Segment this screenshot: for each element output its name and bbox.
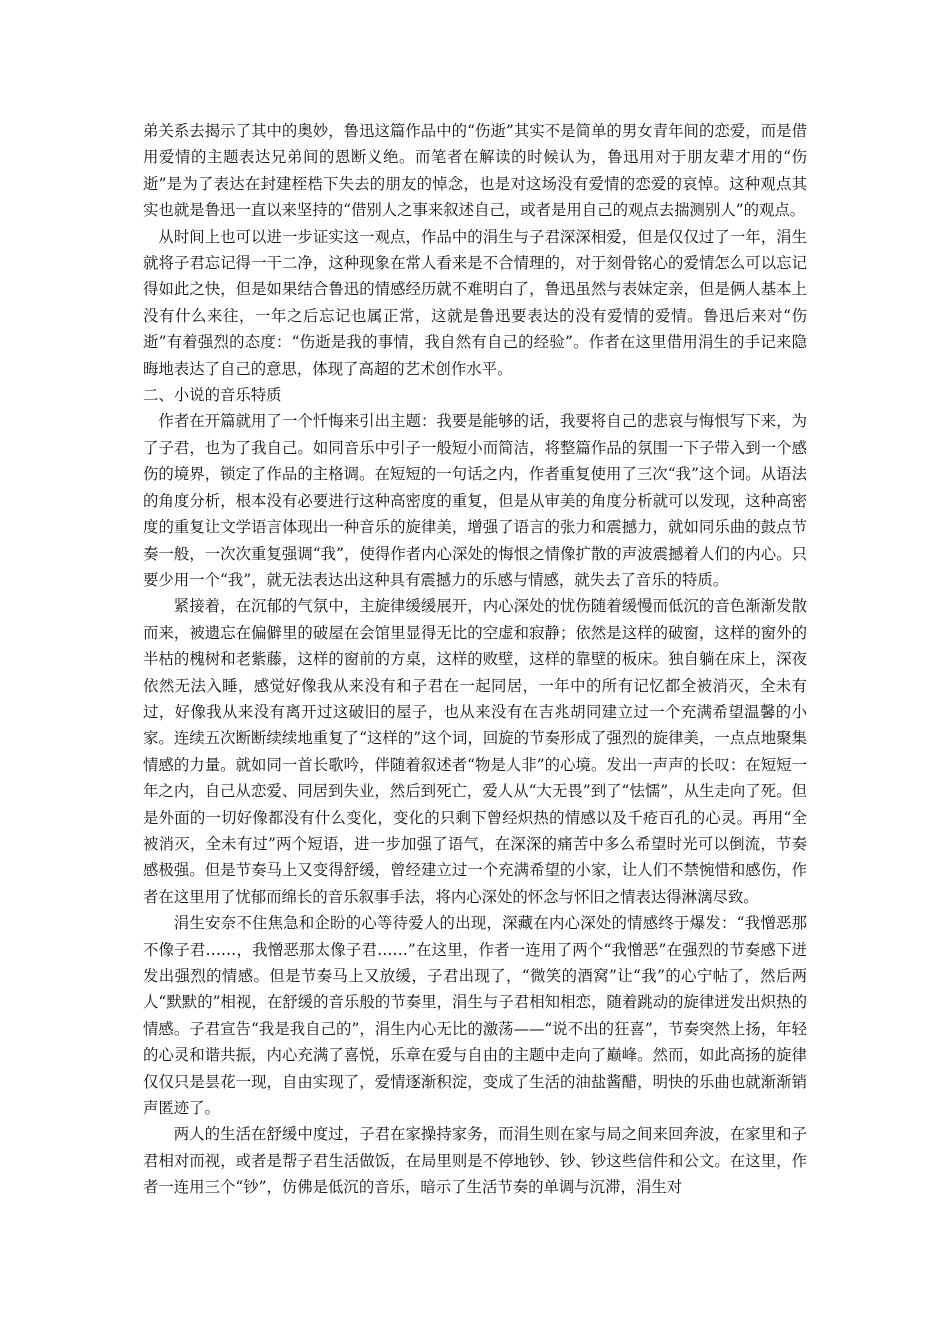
document-body bbox=[143, 118, 807, 1201]
paragraph-5: 涓生安奈不住焦急和企盼的心等待爱人的出现，深藏在内心深处的情感终于爆发：“我憎恶那不像子君……，我憎恶那太像子君……”在这里，作者一连用了两个“我憎恶”在强烈的节奏感下迸发出强烈的情感。但是节奏马上又放缓，子君出现了，“微笑的酒窝”让“我”的心宁帖了，然后两人“默默的”相视，在舒缓的音乐般的节奏里，涓生与子君相知相恋，随着跳动的旋律迸发出炽热的情感。子君宣告“我是我自己的”，涓生内心无比的激荡——“说不出的狂喜”，节奏突然上扬，年轻的心灵和谐共振，内心充满了喜悦，乐章在爱与自由的主题中走向了巅峰。然而，如此高扬的旋律仅仅只是昙花一现，自由实现了，爱情逐渐积淀，变成了生活的油盐酱醋，明快的乐曲也就渐渐销声匿迹了。 bbox=[143, 914, 807, 1118]
paragraph-3: 作者在开篇就用了一个忏悔来引出主题：我要是能够的话，我要将自己的悲哀与悔恨写下来，为了子君，也为了我自己。如同音乐中引子一般短小而简洁，将整篇作品的氛围一下子带入到一个感伤的境界，锁定了作品的主格调。在短短的一句话之内，作者重复使用了三次“我”这个词。从语法的角度分析，根本没有必要进行这种高密度的重复，但是从审美的角度分析就可以发现，这种高密度的重复让文学语言体现出一种音乐的旋律美，增强了语言的张力和震撼力，就如同乐曲的鼓点节奏一般，一次次重复强调“我”，使得作者内心深处的悔恨之情像扩散的声波震撼着人们的内心。只要少用一个“我”，就无法表达出这种具有震撼力的乐感与情感，就失去了音乐的特质。 bbox=[143, 412, 807, 589]
paragraph-6: 两人的生活在舒缓中度过，子君在家操持家务，而涓生则在家与局之间来回奔波，在家里和子君相对而视，或者是帮子君生活做饭，在局里则是不停地钞、钞、钞这些信件和公文。在这里，作者一连用三个“钞”，仿佛是低沉的音乐，暗示了生活节奏的单调与沉滞，涓生对 bbox=[143, 1125, 807, 1197]
section-heading: 二、小说的音乐特质 bbox=[143, 386, 282, 405]
paragraph-4: 紧接着，在沉郁的气氛中，主旋律缓缓展开，内心深处的忧伤随着缓慢而低沉的音色渐渐发散而来，被遗忘在偏僻里的破屋在会馆里显得无比的空虚和寂静；依然是这样的破窗，这样的窗外的半枯的槐树和老紫藤，这样的窗前的方桌，这样的败壁，这样的靠壁的板床。独自躺在床上，深夜依然无法入睡，感觉好像我从来没有和子君在一起同居，一年中的所有记忆都全被消灭，全未有过，好像我从来没有离开过这破旧的屋子，也从来没有在吉兆胡同建立过一个充满希望温馨的小家。连续五次断断续续地重复了“这样的”这个词，回旋的节奏形成了强烈的旋律美，一点点地聚集情感的力量。就如同一首长歌吟，伴随着叙述者“物是人非”的心境。发出一声声的长叹：在短短一年之内，自己从恋爱、同居到失业，然后到死亡，爱人从“大无畏”到了“怯懦”，从生走向了死。但是外面的一切好像都没有什么变化，变化的只剩下曾经炽热的情感以及千疮百孔的心灵。再用“全被消灭，全未有过”两个短语，进一步加强了语气，在深深的痛苦中多么希望时光可以倒流，节奏感极强。但是节奏马上又变得舒缓，曾经建立过一个充满希望的小家，让人们不禁惋惜和感伤，作者在这里用了忧郁而绵长的音乐叙事手法，将内心深处的怀念与怀旧之情表达得淋漓尽致。 bbox=[143, 597, 807, 906]
paragraph-1: 弟关系去揭示了其中的奥妙，鲁迅这篇作品中的“伤逝”其实不是简单的男女青年间的恋爱，而是借用爱情的主题表达兄弟间的恩断义绝。而笔者在解读的时候认为，鲁迅用对于朋友辈才用的“伤逝”是为了表达在封建桎梏下失去的朋友的悼念，也是对这场没有爱情的恋爱的哀悼。这种观点其实也就是鲁迅一直以来坚持的“借别人之事来叙述自己，或者是用自己的观点去揣测别人”的观点。 bbox=[143, 122, 807, 220]
paragraph-2: 从时间上也可以进一步证实这一观点，作品中的涓生与子君深深相爱，但是仅仅过了一年，涓生就将子君忘记得一干二净，这种现象在常人看来是不合情理的，对于刻骨铭心的爱情怎么可以忘记得如此之快，但是如果结合鲁迅的情感经历就不难明白了，鲁迅虽然与表妹定亲，但是俩人基本上没有什么来往，一年之后忘记也属正常，这就是鲁迅要表达的没有爱情的爱情。鲁迅后来对“伤逝”有着强烈的态度：“伤逝是我的事情，我自然有自己的经验”。作者在这里借用涓生的手记来隐晦地表达了自己的意思，体现了高超的艺术创作水平。 bbox=[143, 227, 807, 378]
